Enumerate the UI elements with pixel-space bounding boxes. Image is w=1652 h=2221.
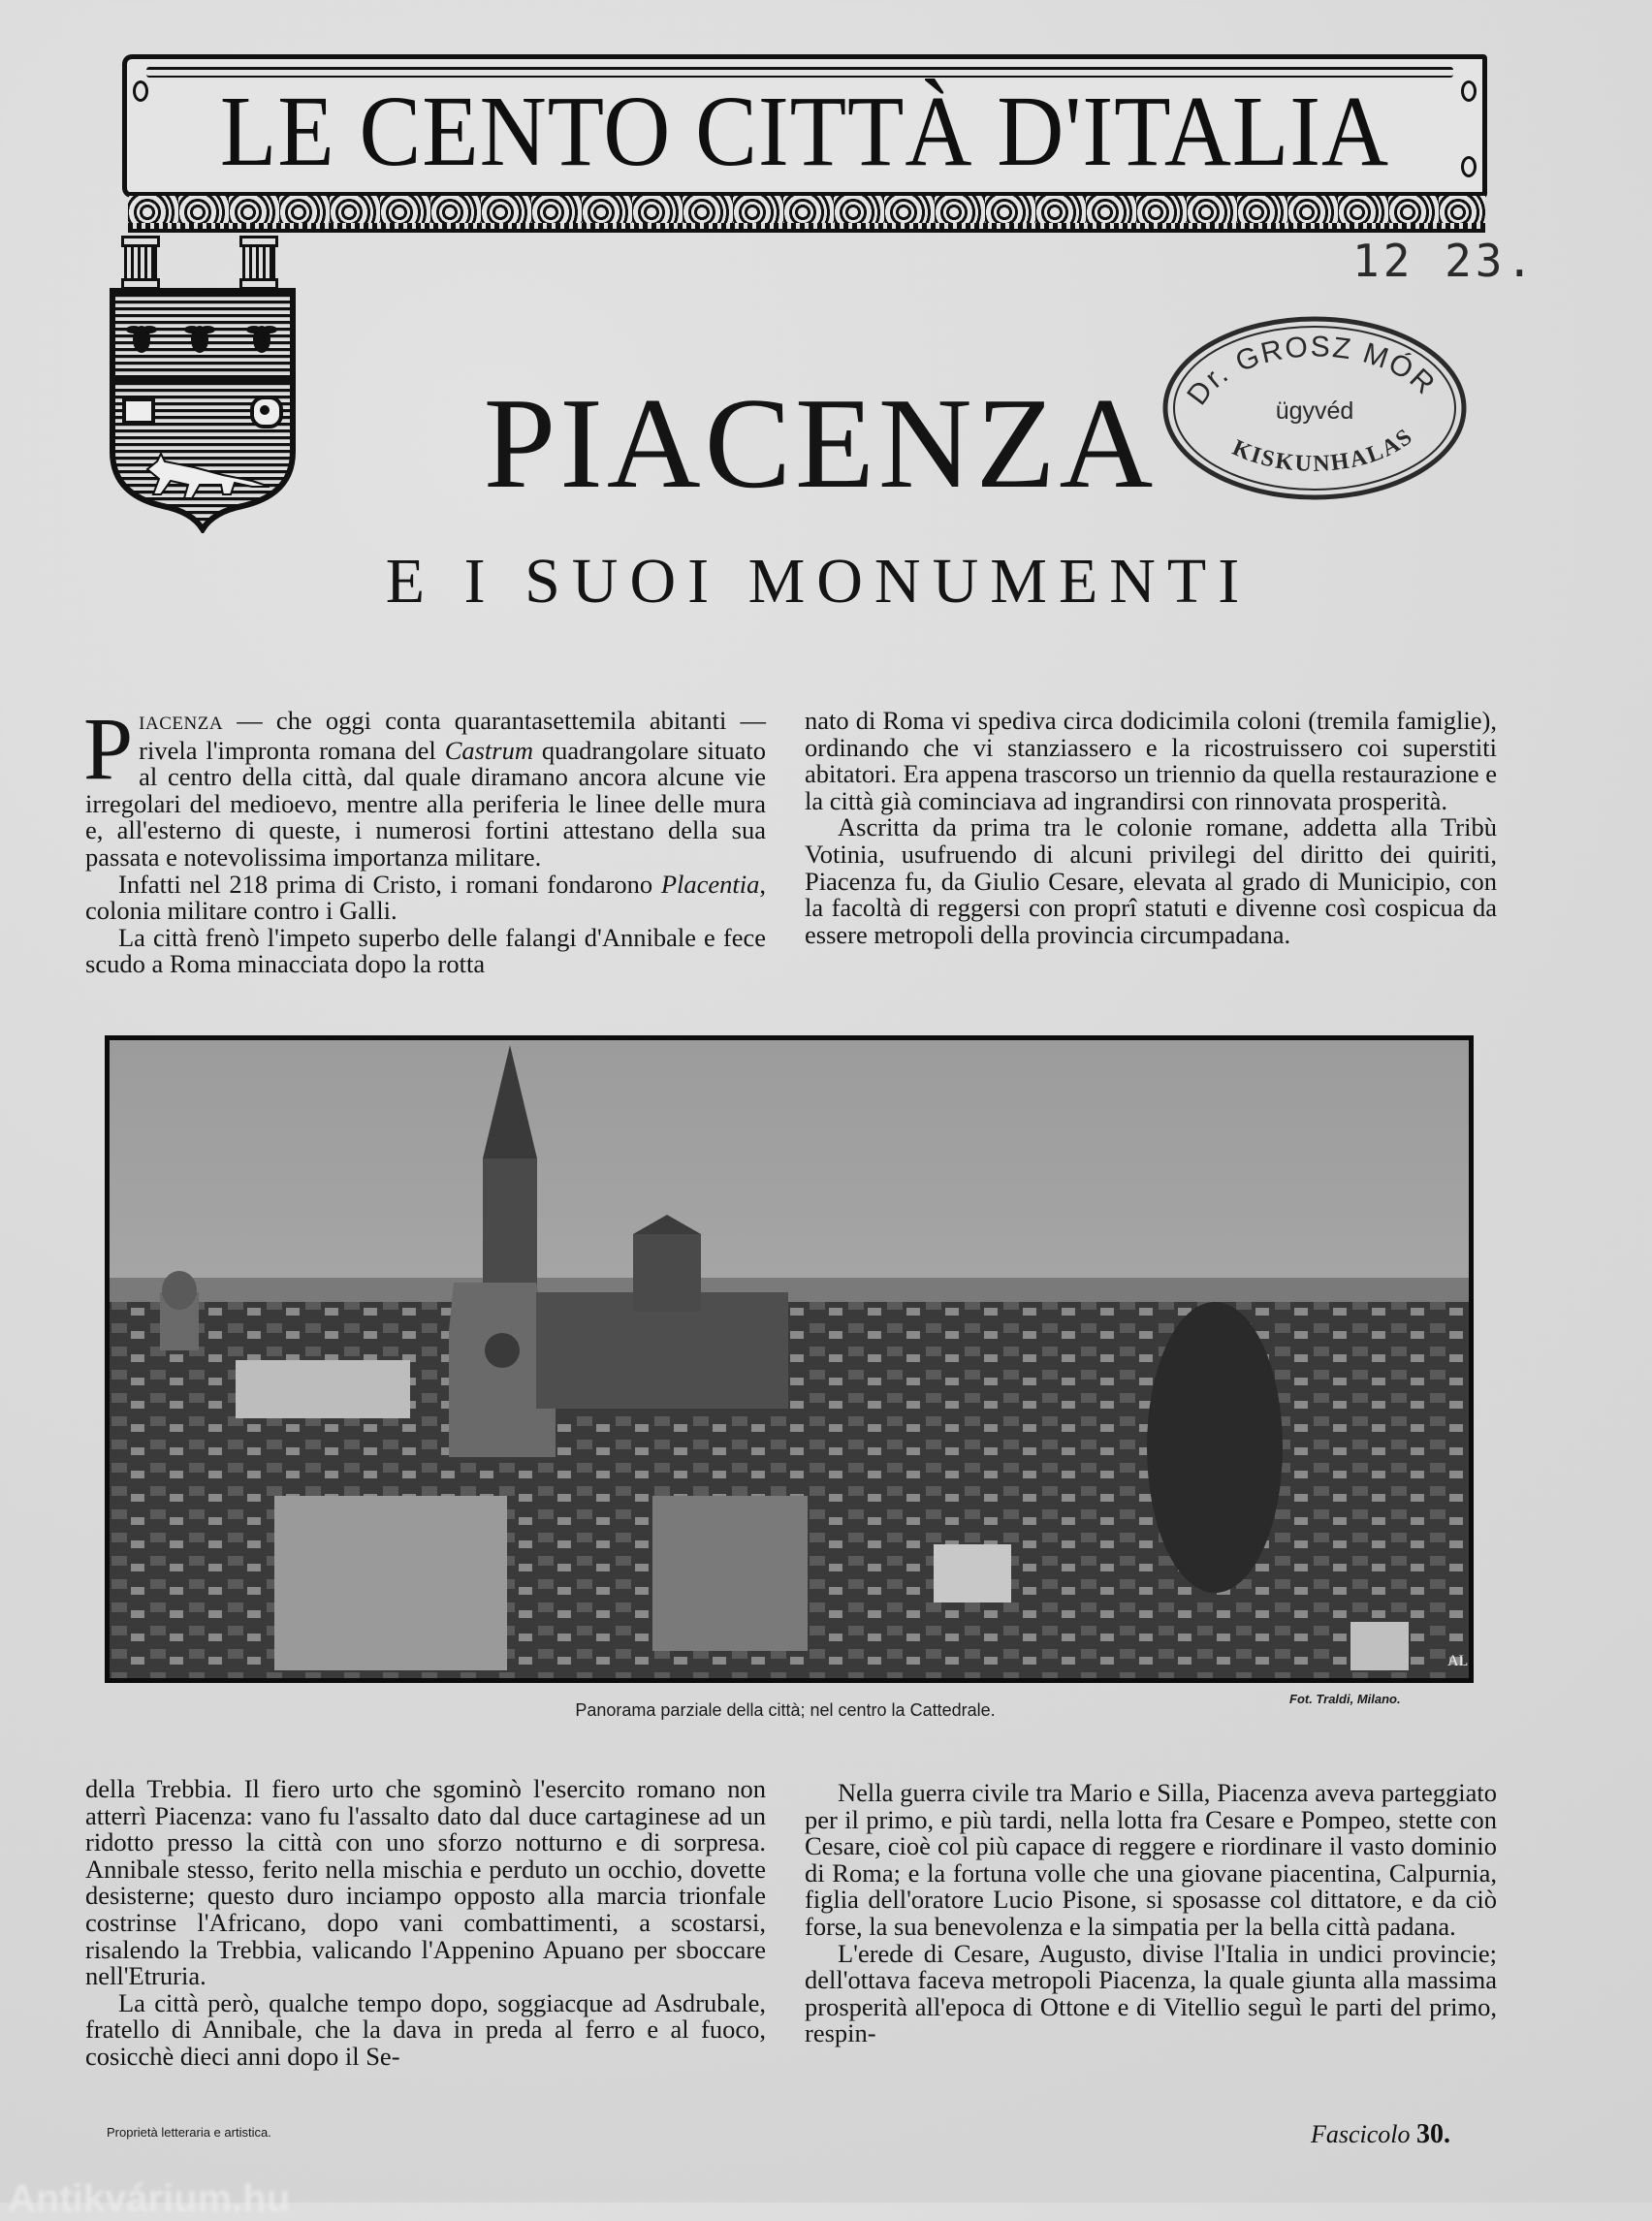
article-subtitle: E I SUOI MONUMENTI: [385, 546, 1252, 617]
photo-credit: Fot. Traldi, Milano.: [1289, 1692, 1401, 1706]
series-banner: [122, 54, 1487, 198]
paragraph: L'erede di Cesare, Augusto, divise l'Italia in undici provincie; dell'ottava faceva metropoli Piacenza, la quale giunta alla massima prosperità all'epoca di Ottone e di Vitellio seguì le parti del primo, respin-: [805, 1938, 1497, 2048]
rivet-icon: [1461, 80, 1477, 102]
paragraph: Infatti nel 218 prima di Cristo, i romani fondarono Placentia, colonia militare contro i Galli.: [85, 869, 766, 926]
photographer-monogram: AL: [1447, 1653, 1469, 1669]
panorama-photo: [105, 1035, 1474, 1683]
handwritten-number: 12 23.: [1352, 235, 1538, 287]
rivet-icon: [133, 80, 148, 102]
watermark: Antikvárium.hu: [8, 2177, 291, 2220]
paragraph: della Trebbia. Il fiero urto che sgominò l'esercito romano non atterrì Piacenza: vano fu l'assalto dato dal duce cartaginese ad un ridotto presso la città con uno sforzo notturno e di sorpresa. Annibale stesso, ferito nella mischia e perduto un occhio, dovette desisterne; questo duro inciampo opposto alla marcia trionfale costrinse l'Africano, dopo vani combattimenti, a scostarsi, risalendo la Trebbia, valicando l'Appenino Apuano per sboccare nell'Etruria.: [85, 1774, 766, 1991]
photo-caption: Panorama parziale della città; nel centro la Cattedrale.: [575, 1700, 996, 1720]
paragraph: nato di Roma vi spediva circa dodicimila coloni (tremila famiglie), ordinando che vi stanziassero e la ricostruissero coi superstiti abitatori. Era appena trascorso un triennio da quella restaurazione e la città già cominciava ad ingrandirsi con rinnovata prosperità.: [805, 706, 1497, 815]
paragraph: Ascritta da prima tra le colonie romane, addetta alla Tribù Votinia, usufruendo di alcuni privilegi del diritto dei quiriti, Piacenza fu, da Giulio Cesare, elevata al grado di Municipio, con la facoltà di reggersi con proprî statuti e divenne così cospicua da essere metropoli della provincia circumpadana.: [805, 812, 1497, 949]
article-title: PIACENZA: [483, 371, 1158, 515]
text-column-top-left: [83, 699, 766, 979]
rights-notice: Proprietà letteraria e artistica.: [107, 2125, 271, 2140]
paragraph: Nella guerra civile tra Mario e Silla, Piacenza aveva parteggiato per il primo, e più tardi, nella lotta fra Cesare e Pompeo, stette con Cesare, cioè col più capace di reggere e riordinare il vasto dominio di Roma; e la fortuna volle che una giovane piacentina, Calpurnia, figlia dell'oratore Lucio Pisone, si sposasse col dittatore, e da ciò forse, la sua benevolenza e la simpatia per la bella città padana.: [805, 1778, 1497, 1941]
paragraph: La città però, qualche tempo dopo, soggiacque ad Asdrubale, fratello di Annibale, che la dava in preda al ferro e al fuoco, cosicchè dieci anni dopo il Se-: [85, 1987, 766, 2071]
drop-cap: P: [83, 699, 134, 798]
text-column-bottom-left: [85, 1776, 766, 2071]
rivet-icon: [1461, 156, 1477, 177]
paragraph: La città frenò l'impeto superbo delle falangi d'Annibale e fece scudo a Roma minacciata dopo la rotta: [85, 922, 766, 979]
stamp-profession: ügyvéd: [1275, 397, 1354, 425]
column-icon: [124, 240, 157, 285]
stamp-town: KISKUNHALAS: [1228, 423, 1419, 477]
paragraph: PIACENZA — che oggi conta quarantasettemila abitanti — rivela l'impronta romana del Castrum quadrangolare situato al centro della città, dal quale diramano ancora alcune vie irregolari del medioevo, mentre alla periferia le linee delle mura e, all'esterno di queste, i numerosi fortini attestano della sua passata e notevolissima importanza militare.: [83, 699, 766, 872]
dentil-border: [128, 223, 1485, 229]
text-column-top-right: [805, 708, 1497, 948]
column-icon: [242, 240, 275, 285]
stamp-name: Dr. GROSZ MÓR: [1181, 331, 1443, 411]
text-column-bottom-right: [805, 1780, 1497, 2047]
fascicle-number: Fascicolo 30.: [1311, 2119, 1451, 2149]
series-title: LE CENTO CITTÀ D'ITALIA: [219, 76, 1390, 187]
